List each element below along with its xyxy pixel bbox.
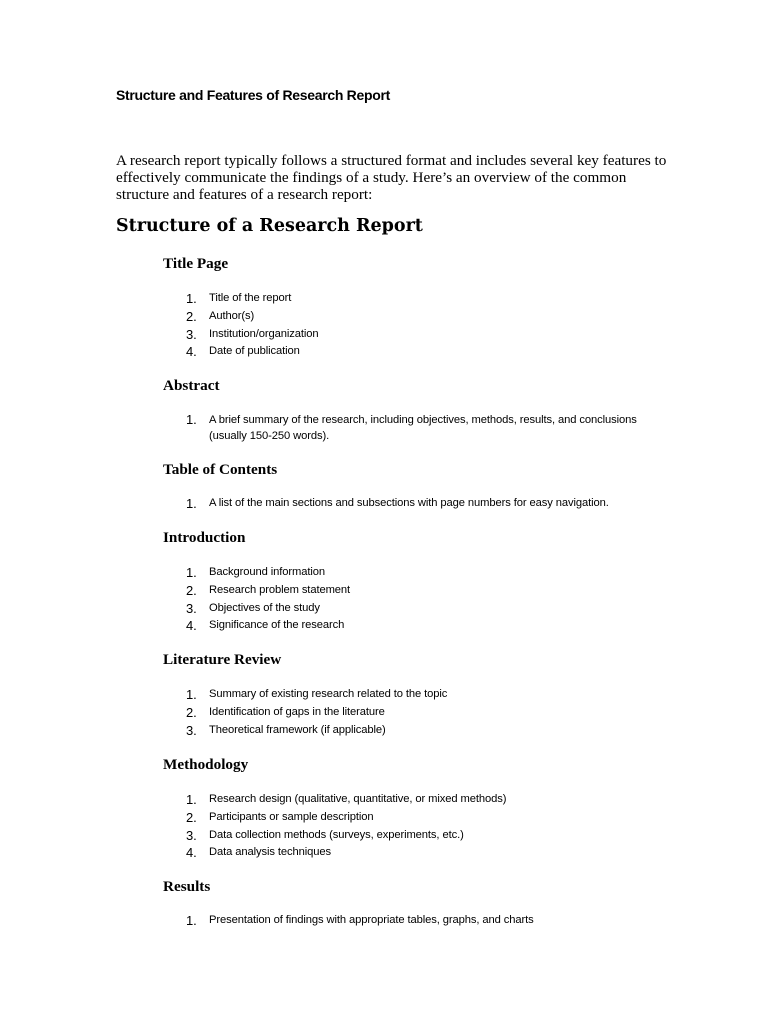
list-item: 1. Summary of existing research related to the topic — [186, 687, 448, 702]
list-item: 2. Research problem statement — [186, 582, 351, 598]
list-item: 1. Background information — [186, 565, 325, 580]
list-literature-review — [163, 686, 663, 739]
list-table-of-contents — [163, 495, 663, 513]
section-heading-results: Results — [163, 878, 211, 895]
section-heading-introduction: Introduction — [163, 529, 246, 546]
list-abstract — [163, 412, 663, 444]
list-item: 4. Data analysis techniques — [186, 845, 331, 861]
section-heading-table-of-contents: Table of Contents — [163, 461, 278, 478]
list-item: 1. Presentation of findings with appropriate tables, graphs, and charts — [186, 913, 534, 928]
list-item: 2. Identification of gaps in the literature — [186, 704, 385, 720]
list-item: 1. Research design (qualitative, quantitative, or mixed methods) — [186, 792, 507, 807]
list-item: 4. Significance of the research — [186, 618, 345, 634]
list-methodology — [163, 791, 663, 862]
list-introduction — [163, 564, 663, 635]
main-heading: Structure of a Research Report — [116, 216, 423, 236]
list-results — [163, 912, 663, 930]
section-heading-abstract: Abstract — [163, 377, 220, 394]
section-heading-title-page: Title Page — [163, 255, 229, 272]
list-item: 3. Institution/organization — [186, 326, 319, 342]
list-item: 1. A brief summary of the research, including objectives, methods, results, and conclusions (usually 150-250 words). — [186, 412, 637, 442]
list-item: 2. Participants or sample description — [186, 809, 374, 825]
list-item: 1. A list of the main sections and subsections with page numbers for easy navigation. — [186, 496, 609, 511]
section-heading-methodology: Methodology — [163, 756, 249, 773]
list-item: 3. Theoretical framework (if applicable) — [186, 722, 386, 738]
list-item: 4. Date of publication — [186, 344, 300, 360]
section-heading-literature-review: Literature Review — [163, 651, 282, 668]
list-item: 3. Data collection methods (surveys, experiments, etc.) — [186, 827, 464, 843]
list-item: 1. Title of the report — [186, 291, 292, 306]
list-item: 2. Author(s) — [186, 308, 255, 324]
intro-paragraph: A research report typically follows a structured format and includes several key features to effectively communicate the findings of a study. Here’s an overview of the common structure and features of a research report: — [116, 152, 667, 203]
list-item: 3. Objectives of the study — [186, 600, 320, 616]
document-title: Structure and Features of Research Report — [116, 87, 390, 103]
list-title-page — [163, 290, 663, 361]
